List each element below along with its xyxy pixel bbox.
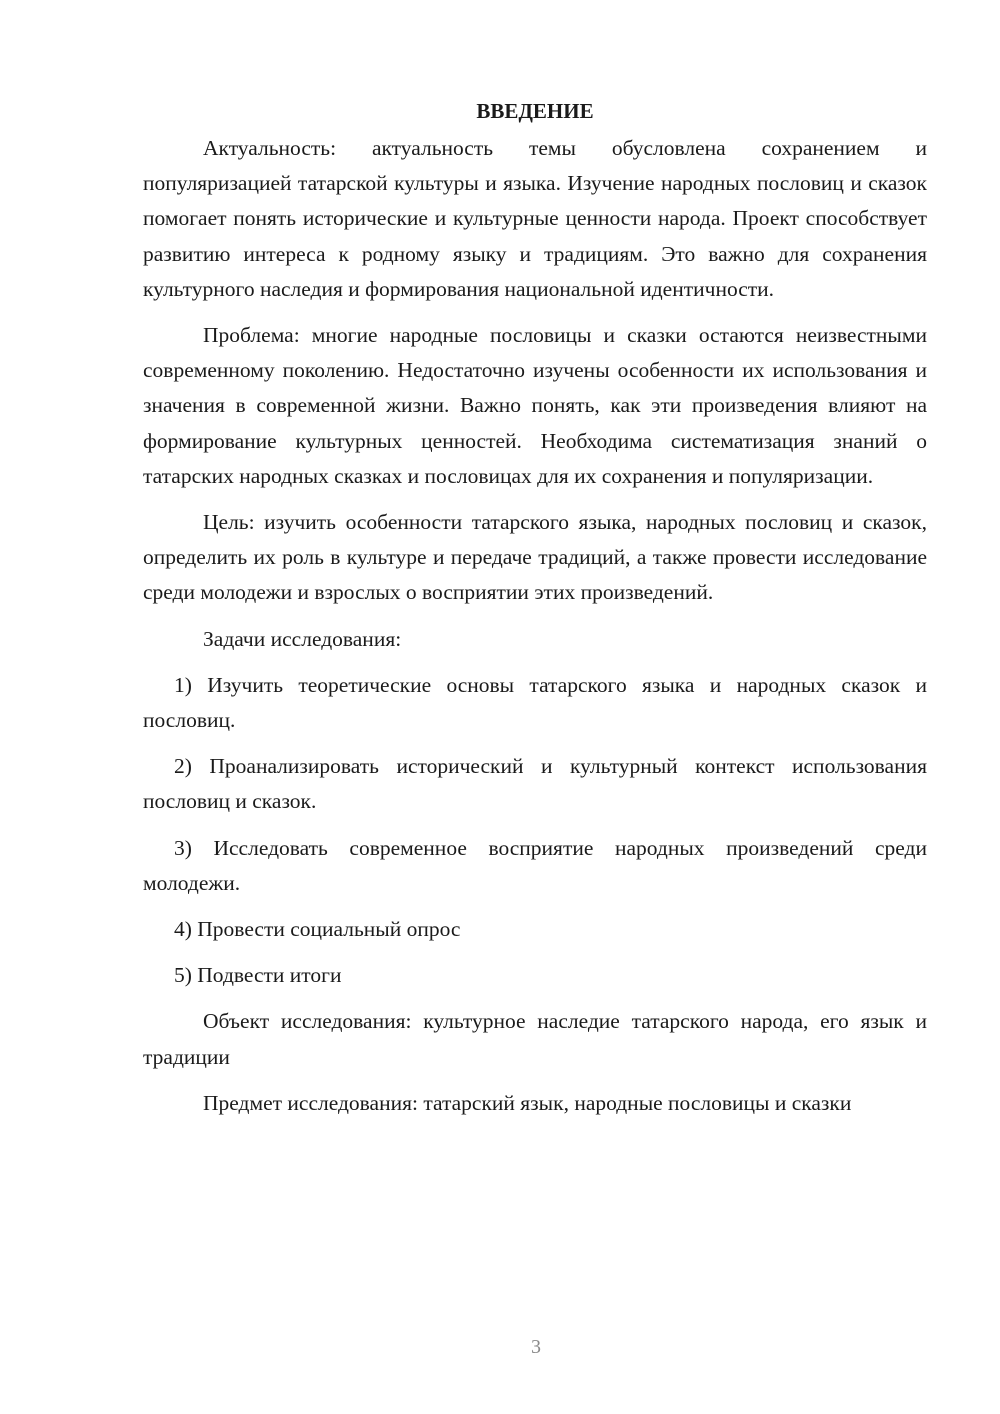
object-paragraph: Объект исследования: культурное наследие татарского народа, его язык и традиции xyxy=(143,1009,927,1069)
page-number: 3 xyxy=(531,1336,541,1358)
problem-paragraph: Проблема: многие народные пословицы и сказки остаются неизвестными современному поколению. Недостаточно изучены особенности их использования и значения в современной жизни. Важно понять, как эти произведения влияют на формирование культурных ценностей. Необходима систематизация знаний о татарских народных сказках и пословицах для их сохранения и популяризации. xyxy=(143,323,927,488)
task-item-5: 5) Подвести итоги xyxy=(174,963,342,988)
tasks-heading: Задачи исследования: xyxy=(203,626,402,651)
subject-paragraph: Предмет исследования: татарский язык, народные пословицы и сказки xyxy=(203,1090,852,1115)
goal-paragraph: Цель: изучить особенности татарского языка, народных пословиц и сказок, определить их роль в культуре и передаче традиций, а также провести исследование среди молодежи и взрослых о восприятии этих произведений. xyxy=(143,510,927,605)
task-item-1: 1) Изучить теоретические основы татарского языка и народных сказок и пословиц. xyxy=(143,672,927,733)
relevance-paragraph: Актуальность: актуальность темы обусловлена сохранением и популяризацией татарской культуры и языка. Изучение народных пословиц и сказок помогает понять исторические и культурные ценности народа. Проект способствует развитию интереса к родному языку и традициям. Это важно для сохранения культурного наследия и формирования национальной идентичности. xyxy=(143,136,927,301)
task-item-3: 3) Исследовать современное восприятие народных произведений среди молодежи. xyxy=(143,835,927,895)
section-title: ВВЕДЕНИЕ xyxy=(476,99,594,123)
document-page xyxy=(143,96,927,1132)
task-item-4: 4) Провести социальный опрос xyxy=(174,917,461,942)
task-item-2: 2) Проанализировать исторический и культурный контекст использования пословиц и сказок. xyxy=(143,754,927,814)
